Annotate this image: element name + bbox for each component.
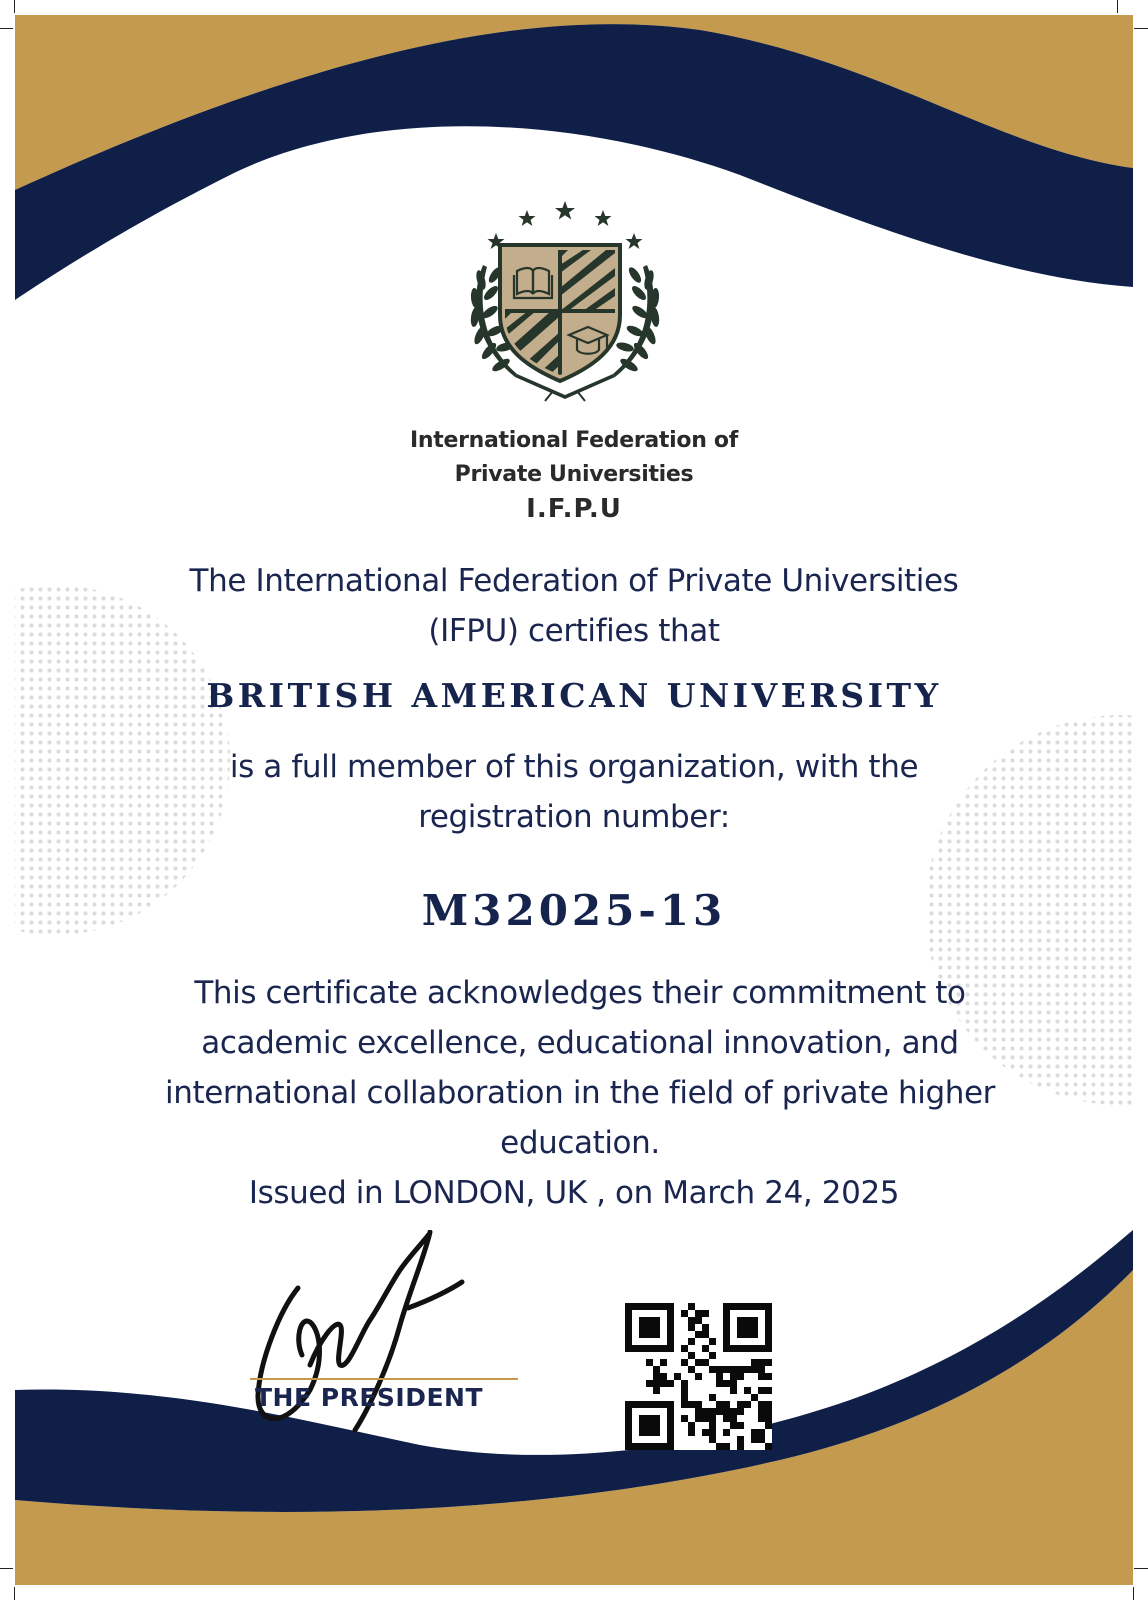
issued-statement: Issued in LONDON, UK , on March 24, 2025	[248, 1175, 900, 1211]
crop-mark	[1117, 0, 1118, 13]
org-name-line1: International Federation of	[409, 428, 739, 453]
president-signature	[240, 1230, 520, 1450]
registration-number: M32025-13	[421, 886, 727, 935]
signatory-title: THE PRESIDENT	[255, 1383, 484, 1412]
qr-code-icon	[625, 1303, 772, 1450]
crest-icon	[455, 195, 675, 415]
crop-mark	[1134, 28, 1148, 29]
org-name-line2: Private Universities	[454, 462, 694, 487]
org-abbreviation: I.F.P.U	[526, 494, 622, 524]
crop-mark	[0, 28, 13, 29]
certificate-intro: The International Federation of Private Universities (IFPU) certifies that	[189, 563, 959, 649]
acknowledgement-text: This certificate acknowledges their commitment to academic excellence, educational innovation, and international collaboration in the field of private higher education.	[164, 975, 995, 1161]
signature-line	[250, 1378, 518, 1380]
crop-mark	[14, 0, 15, 13]
crop-mark	[1133, 1587, 1134, 1600]
institution-name: BRITISH AMERICAN UNIVERSITY	[206, 676, 942, 715]
star-icons	[488, 201, 643, 249]
crop-mark	[1134, 1568, 1148, 1569]
membership-statement: is a full member of this organization, with the registration number:	[229, 749, 919, 835]
crop-mark	[0, 1568, 13, 1569]
crop-mark	[14, 1587, 15, 1600]
